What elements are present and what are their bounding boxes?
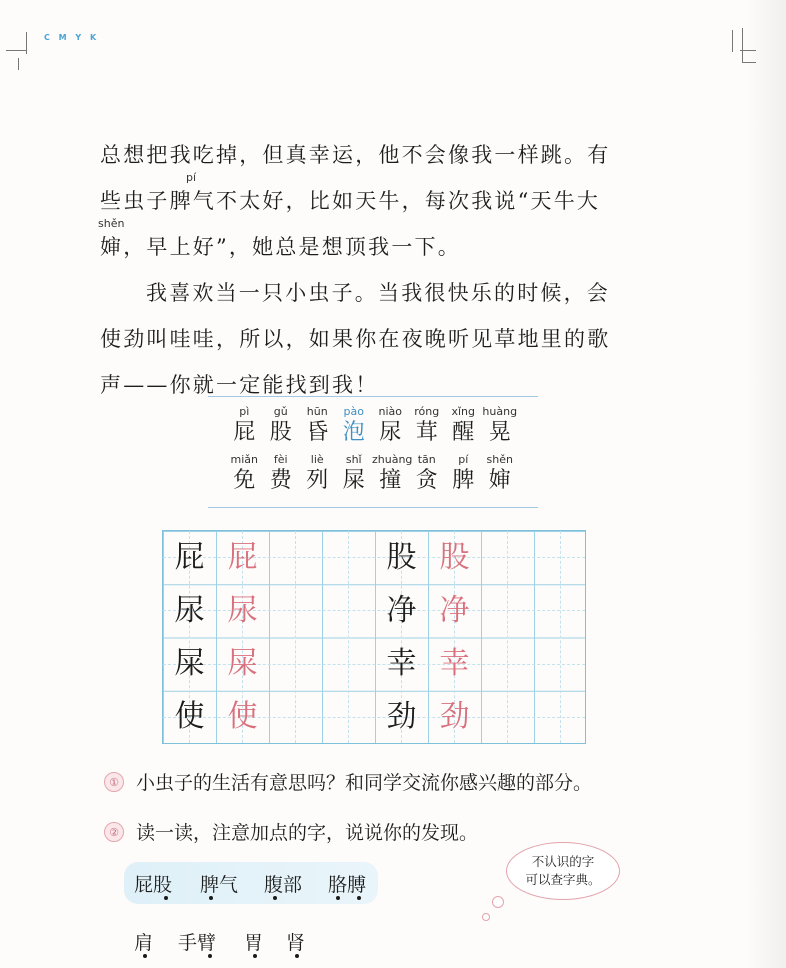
word-item: 腹部 <box>264 874 303 896</box>
crop-mark-top-right-h2 <box>742 62 756 63</box>
story-line-2-text: 些虫子脾气不太好，比如天牛，每次我说“天牛大 <box>100 189 601 213</box>
task-2 <box>104 818 478 845</box>
story-line-4: 我喜欢当一只小虫子。当我很快乐的时候，会 <box>146 281 610 305</box>
grid-char-copy: 股 <box>439 540 470 575</box>
task-1 <box>104 768 592 795</box>
task-text: 小虫子的生活有意思吗？和同学交流你感兴趣的部分。 <box>136 772 593 794</box>
vocab-row-2 <box>226 453 518 495</box>
story-line-3-text: 婶，早上好”，她总是想顶我一下。 <box>100 235 461 259</box>
crop-mark-top-left-h <box>6 50 26 51</box>
vocab-item: shǐ 屎 <box>342 453 365 493</box>
bubble-tail-dot <box>492 896 504 908</box>
vocab-item: miǎn 免 <box>230 453 258 493</box>
story-line-1: 总想把我吃掉，但真幸运，他不会像我一样跳。有 <box>100 143 611 167</box>
vocab-item: huàng 晃 <box>482 405 518 445</box>
story-line-5: 使劲叫哇哇，所以，如果你在夜晚听见草地里的歌 <box>100 327 611 351</box>
word-item: 胳膊 <box>328 874 367 896</box>
emphasis-dot <box>357 896 361 900</box>
vocab-item: niào 尿 <box>378 405 402 445</box>
grid-char-copy: 屁 <box>227 540 258 575</box>
vocab-item: róng 茸 <box>414 405 440 445</box>
grid-char: 屎 <box>174 646 205 681</box>
vocab-item: pí 脾 <box>452 453 475 493</box>
vocab-item-highlighted: pào 泡 <box>342 405 365 445</box>
cmyk-color-marks: C M Y K <box>44 33 100 42</box>
word-item: 屁股 <box>134 874 173 896</box>
emphasis-dot <box>164 896 168 900</box>
vocab-item: hūn 昏 <box>306 405 329 445</box>
bubble-line-2: 可以查字典。 <box>525 872 601 887</box>
grid-char-copy: 净 <box>439 593 470 628</box>
character-writing-grid <box>162 530 586 744</box>
grid-char: 尿 <box>174 593 205 628</box>
tip-speech-bubble <box>506 842 620 900</box>
grid-char: 劲 <box>386 699 417 734</box>
grid-char: 屁 <box>174 540 205 575</box>
vocab-item: liè 列 <box>306 453 329 493</box>
vocab-item: pì 屁 <box>233 405 256 445</box>
page-edge-shadow <box>746 0 786 968</box>
word-item: 手臂 <box>178 932 217 954</box>
vocab-item: shěn 婶 <box>486 453 513 493</box>
task-number-badge: ① <box>104 772 124 792</box>
crop-mark-top-left-v2 <box>18 58 19 70</box>
bubble-line-1: 不认识的字 <box>531 854 595 869</box>
task-number-badge: ② <box>104 822 124 842</box>
emphasis-dot <box>336 896 340 900</box>
emphasis-dot <box>273 896 277 900</box>
grid-char-copy: 劲 <box>439 699 470 734</box>
word-item: 肩 <box>134 932 154 954</box>
grid-char: 幸 <box>386 646 417 681</box>
task-text: 读一读，注意加点的字，说说你的发现。 <box>136 822 479 844</box>
story-text <box>100 132 660 408</box>
grid-char-copy: 使 <box>227 699 258 734</box>
emphasis-dot <box>295 954 299 958</box>
grid-char: 净 <box>386 593 417 628</box>
vocab-item: tān 贪 <box>415 453 438 493</box>
emphasis-dot <box>253 954 257 958</box>
word-item: 肾 <box>286 932 306 954</box>
grid-char-copy: 幸 <box>439 646 470 681</box>
new-characters-box <box>208 396 538 508</box>
story-line-2 <box>100 171 660 224</box>
grid-char: 股 <box>386 540 417 575</box>
emphasis-dot <box>208 954 212 958</box>
grid-char-copy: 尿 <box>227 593 258 628</box>
vocab-item: xǐng 醒 <box>451 405 476 445</box>
ruby-shen: shěn <box>98 217 125 230</box>
crop-mark-top-right-v2 <box>742 28 743 62</box>
word-item: 胃 <box>244 932 264 954</box>
vocab-item: gǔ 股 <box>269 405 292 445</box>
emphasis-dot <box>209 896 213 900</box>
bubble-tail-dot <box>482 913 490 921</box>
story-line-3 <box>98 217 660 270</box>
vocab-row-1 <box>226 405 518 447</box>
crop-mark-top-right-v <box>732 30 733 52</box>
vocab-item: zhuàng 撞 <box>372 453 413 493</box>
grid-char: 使 <box>174 699 205 734</box>
ruby-pi: pí <box>186 171 197 184</box>
story-line-6: 声——你就一定能找到我！ <box>100 373 379 397</box>
grid-char-copy: 屎 <box>227 646 258 681</box>
crop-mark-top-left-v <box>26 32 27 54</box>
vocab-item: fèi 费 <box>269 453 292 493</box>
emphasis-dot <box>143 954 147 958</box>
word-item: 脾气 <box>200 874 239 896</box>
